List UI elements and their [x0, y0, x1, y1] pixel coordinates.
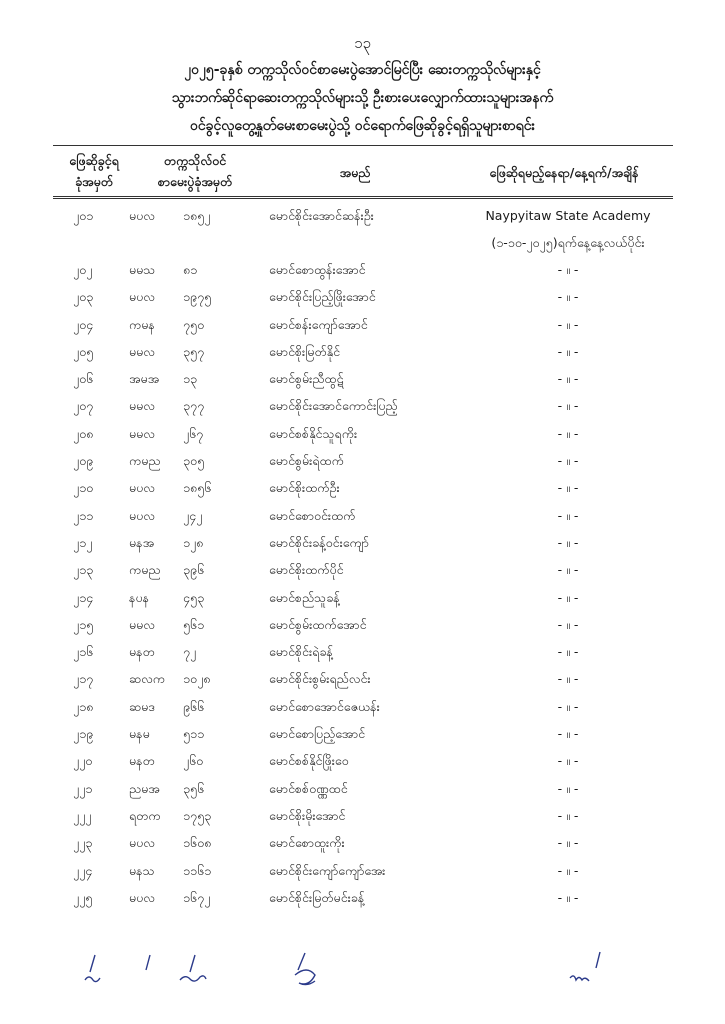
roll-code-cell: ၃၇၇ [183, 398, 205, 414]
candidate-table [53, 145, 673, 913]
name-cell: မောင်စန်းကျော်အောင် [269, 316, 368, 332]
roll-prefix-cell: မမလ [129, 616, 156, 632]
pass-number-cell: ၂၀၇ [73, 398, 94, 414]
schedule-cell: - ။ - [557, 453, 579, 469]
schedule-cell: - ။ - [557, 889, 579, 905]
name-cell: မောင်စစ်နိုင်သူရကိုး [269, 425, 358, 441]
header-schedule: ဖြေဆိုရမည့်နေရာ/နေ့ရက်/အချိန် [489, 165, 639, 180]
table-row [53, 340, 673, 367]
name-cell: မောင်စိုင်းရဲခန့် [269, 644, 333, 660]
table-row [53, 258, 673, 285]
signature-1 [90, 955, 95, 972]
schedule-cell: - ။ - [557, 753, 579, 769]
table-header [53, 146, 673, 196]
signature-2 [146, 955, 150, 970]
roll-code-cell: ၄၅၃ [183, 589, 205, 605]
name-cell: မောင်စိုးထက်ဦး [269, 480, 340, 496]
roll-prefix-cell: ဆလက [129, 671, 166, 687]
pass-number-cell: ၂၂၂ [73, 807, 92, 823]
page-number: ၁၃ [354, 34, 371, 52]
roll-prefix-cell: မနအ [129, 534, 155, 550]
table-row [53, 394, 673, 421]
header-pass-number-line-1: ဖြေဆိုခွင့်ရ [69, 153, 119, 168]
schedule-cell: - ။ - [557, 807, 579, 823]
table-row [53, 531, 673, 558]
pass-number-cell: ၂၁၁ [73, 507, 94, 523]
table-row [53, 449, 673, 476]
schedule-cell: - ။ - [557, 507, 579, 523]
header-roll-number-line-2: စာမေးပွဲခုံအမှတ် [157, 174, 233, 189]
roll-code-cell: ၇၂ [183, 644, 197, 660]
schedule-place-cell: Naypyitaw State Academy [485, 208, 651, 223]
name-cell: မောင်စိုင်းခန့်ဝင်းကျော် [269, 534, 369, 550]
schedule-cell: - ။ - [557, 780, 579, 796]
roll-code-cell: ၁၃ [183, 371, 198, 387]
pass-number-cell: ၂၂၃ [73, 835, 93, 851]
table-row [53, 558, 673, 585]
name-cell: မောင်စောဝင်းထက် [269, 507, 356, 523]
roll-prefix-cell: မနသ [129, 862, 155, 878]
name-cell: မောင်စိုင်းမြတ်မင်းခန့် [269, 889, 365, 905]
schedule-cell: - ။ - [557, 289, 579, 305]
table-row [53, 285, 673, 312]
name-cell: မောင်စိုင်းစွမ်းရည်လင်း [269, 671, 371, 687]
roll-code-cell: ၅၆၁ [183, 616, 205, 632]
heading-line-2: သွားဘက်ဆိုင်ရာဆေးတက္ကသိုလ်များသို့ ဦးစားပေးလျှောက်ထားသူများအနက် [171, 90, 554, 106]
roll-code-cell: ၁၆၇၂ [183, 889, 211, 905]
name-cell: မောင်စိုးထက်ပိုင် [269, 562, 344, 578]
roll-prefix-cell: မပလ [129, 889, 155, 905]
pass-number-cell: ၂၂၀ [73, 753, 93, 769]
roll-prefix-cell: ကမည [129, 453, 161, 469]
table-row [53, 695, 673, 722]
table-row [53, 886, 673, 913]
pass-number-cell: ၂၀၅ [73, 343, 94, 359]
name-cell: မောင်စစ်ဝဏ္ဏထင် [269, 780, 348, 796]
roll-code-cell: ၃၅၇ [183, 343, 205, 359]
table-row [53, 804, 673, 831]
roll-code-cell: ၃၅၆ [183, 780, 205, 796]
roll-prefix-cell: ညမအ [129, 780, 160, 796]
roll-prefix-cell: မပလ [129, 480, 155, 496]
schedule-cell: - ။ - [557, 534, 579, 550]
header-name: အမည် [339, 165, 371, 180]
roll-prefix-cell: မပလ [129, 507, 155, 523]
table-row [53, 831, 673, 858]
pass-number-cell: ၂၁၅ [73, 616, 94, 632]
table-row [53, 859, 673, 886]
signature-1-initials [85, 977, 100, 982]
schedule-cell: - ။ - [557, 862, 579, 878]
heading-line-1: ၂၀၂၅-ခုနှစ် တက္ကသိုလ်ဝင်စာမေးပွဲအောင်မြင်ပြီး ဆေးတက္ကသိုလ်များနှင့် [184, 62, 541, 78]
roll-code-cell: ၁၉၇၅ [183, 289, 212, 305]
roll-code-cell: ၂၆၀ [183, 753, 204, 769]
roll-code-cell: ၃၀၅ [183, 453, 205, 469]
table-row [53, 777, 673, 804]
table-row [53, 422, 673, 449]
pass-number-cell: ၂၁၆ [73, 644, 94, 660]
name-cell: မောင်စောအောင်ဇေယန်း [269, 698, 380, 714]
table-row [53, 749, 673, 776]
signature-3 [190, 955, 195, 972]
table-header-rule [53, 196, 673, 199]
roll-code-cell: ၁၁၆၁ [183, 862, 212, 878]
name-cell: မောင်စစ်နိုင်ဖြိုးဝေ [269, 753, 349, 769]
table-row [53, 504, 673, 531]
schedule-cell: - ။ - [557, 616, 579, 632]
table-body [53, 204, 673, 913]
table-row [53, 367, 673, 394]
pass-number-cell: ၂၀၉ [73, 453, 94, 469]
roll-prefix-cell: ကမန [129, 316, 155, 332]
schedule-cell: - ။ - [557, 644, 579, 660]
roll-prefix-cell: မမလ [129, 425, 156, 441]
table-row [53, 586, 673, 613]
roll-prefix-cell: ရတက [129, 807, 161, 823]
schedule-cell: - ။ - [557, 398, 579, 414]
name-cell: မောင်စွမ်းထက်အောင် [269, 616, 367, 632]
table-row [53, 722, 673, 749]
header-roll-number-line-1: တက္ကသိုလ်ဝင် [163, 153, 227, 168]
pass-number-cell: ၂၀၈ [73, 425, 94, 441]
roll-code-cell: ၈၁ [183, 262, 198, 277]
table-row [53, 476, 673, 503]
roll-prefix-cell: နပန [129, 589, 150, 605]
roll-prefix-cell: မပလ [129, 835, 155, 851]
roll-prefix-cell: ဆမဒ [129, 698, 155, 714]
roll-prefix-cell: မမလ [129, 343, 156, 359]
pass-number-cell: ၂၁၂ [73, 534, 93, 550]
name-cell: မောင်စိုင်းအောင်ဆန်းဦး [269, 208, 374, 223]
header-roll-number [135, 150, 255, 192]
pass-number-cell: ၂၁၉ [73, 726, 94, 742]
roll-prefix-cell: မနတ [129, 753, 155, 769]
schedule-cell: - ။ - [557, 262, 579, 277]
name-cell: မောင်စိုင်းကျော်ကျော်အေး [269, 862, 386, 878]
name-cell: မောင်စွမ်းရဲထက် [269, 453, 344, 469]
roll-code-cell: ၃၉၆ [183, 562, 205, 578]
signature-area [40, 950, 685, 1010]
roll-code-cell: ၉၆၆ [183, 698, 205, 714]
pass-number-cell: ၂၁၄ [73, 589, 94, 605]
roll-prefix-cell: အမအ [129, 371, 160, 387]
schedule-datetime-cell: (၁-၁၀-၂၀၂၅)ရက်နေ့နေ့လယ်ပိုင်း [491, 235, 645, 250]
pass-number-cell: ၂၁၃ [73, 562, 94, 578]
schedule-cell: - ။ - [557, 425, 579, 441]
table-row [53, 204, 673, 258]
roll-code-cell: ၂၆၇ [183, 425, 204, 441]
signature-4 [298, 953, 305, 970]
roll-prefix-cell: မမသ [129, 262, 156, 277]
table-row [53, 667, 673, 694]
roll-code-cell: ၁၂၈ [183, 534, 204, 550]
roll-code-cell: ၇၅၀ [183, 316, 205, 332]
header-pass-number [53, 150, 135, 192]
schedule-cell: - ။ - [557, 589, 579, 605]
signature-4-initials [295, 970, 315, 985]
name-cell: မောင်စိုင်းအောင်ကောင်းပြည့် [269, 398, 398, 414]
roll-code-cell: ၅၁၁ [183, 726, 205, 742]
roll-prefix-cell: မပလ [129, 208, 155, 223]
name-cell: မောင်စိုးမိုးအောင် [269, 807, 346, 823]
name-cell: မောင်စောပြည့်အောင် [269, 726, 366, 742]
roll-prefix-cell: မနတ [129, 644, 155, 660]
name-cell: မောင်စိုင်းပြည့်ဖြိုးအောင် [269, 289, 376, 305]
signature-5-initials [570, 976, 589, 981]
name-cell: မောင်စိုးမြတ်နိုင် [269, 343, 341, 359]
schedule-cell: - ။ - [557, 480, 579, 496]
pass-number-cell: ၂၀၂ [73, 262, 93, 277]
name-cell: မောင်စောထွန်းအောင် [269, 262, 366, 277]
pass-number-cell: ၂၀၆ [73, 371, 94, 387]
pass-number-cell: ၂၁၇ [73, 671, 94, 687]
roll-prefix-cell: မမလ [129, 398, 156, 414]
pass-number-cell: ၂၂၁ [73, 780, 93, 796]
pass-number-cell: ၂၀၃ [73, 289, 94, 305]
roll-code-cell: ၁၆၀၈ [183, 835, 212, 851]
roll-code-cell: ၁၇၅၃ [183, 807, 212, 823]
schedule-cell: - ။ - [557, 343, 579, 359]
signature-5 [596, 952, 600, 968]
roll-code-cell: ၁၈၅၆ [183, 480, 212, 496]
heading-line-3: ဝင်ခွင့်လူတွေ့နှုတ်မေးစာမေးပွဲသို့ ဝင်ရောက်ဖြေဆိုခွင့်ရရှိသူများစာရင်း [189, 118, 536, 134]
roll-prefix-cell: ကမည [129, 562, 161, 578]
roll-prefix-cell: မနမ [129, 726, 150, 742]
schedule-cell: - ။ - [557, 726, 579, 742]
roll-code-cell: ၁၈၅၂ [183, 208, 211, 223]
table-row [53, 613, 673, 640]
pass-number-cell: ၂၁၈ [73, 698, 94, 714]
table-row [53, 313, 673, 340]
header-pass-number-line-2: ခုံအမှတ် [75, 174, 113, 189]
schedule-cell: - ။ - [557, 562, 579, 578]
schedule-cell: - ။ - [557, 835, 579, 851]
pass-number-cell: ၂၂၅ [73, 889, 93, 905]
signature-marks [40, 950, 685, 1010]
signature-3-initials [180, 976, 206, 981]
pass-number-cell: ၂၀၁ [73, 208, 94, 223]
pass-number-cell: ၂၀၄ [73, 316, 94, 332]
schedule-cell: - ။ - [557, 371, 579, 387]
roll-code-cell: ၂၄၂ [183, 507, 203, 523]
roll-prefix-cell: မပလ [129, 289, 155, 305]
roll-code-cell: ၁၀၂၈ [183, 671, 211, 687]
name-cell: မောင်စည်သူခန့် [269, 589, 340, 605]
schedule-cell: - ။ - [557, 316, 579, 332]
pass-number-cell: ၂၂၄ [73, 862, 93, 878]
name-cell: မောင်စွမ်းညီထွဋ် [269, 371, 344, 387]
schedule-cell: - ။ - [557, 698, 579, 714]
name-cell: မောင်စောထူးကိုး [269, 835, 345, 851]
schedule-cell: - ။ - [557, 671, 579, 687]
table-row [53, 640, 673, 667]
pass-number-cell: ၂၁၀ [73, 480, 94, 496]
